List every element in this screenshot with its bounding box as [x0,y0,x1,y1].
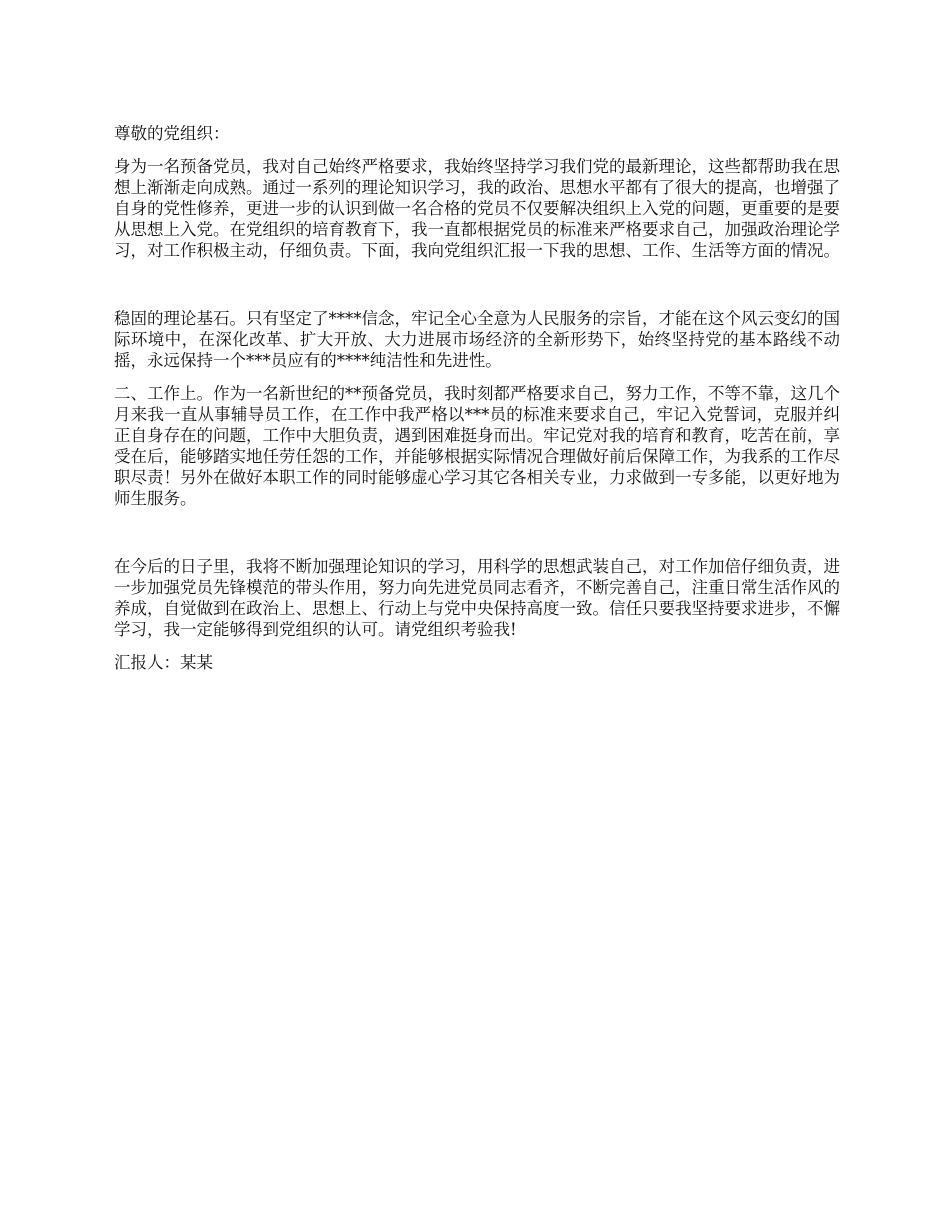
paragraph-intro: 身为一名预备党员，我对自己始终严格要求，我始终坚持学习我们党的最新理论，这些都帮助我在思想上渐渐走向成熟。通过一系列的理论知识学习，我的政治、思想水平都有了很大的提高，也增强了自身的党性修养，更进一步的认识到做一名合格的党员不仅要解决组织上入党的问题，更重要的是要从思想上入党。在党组织的培育教育下，我一直都根据党员的标准来严格要求自己，加强政治理论学习，对工作积极主动，仔细负责。下面，我向党组织汇报一下我的思想、工作、生活等方面的情况。 [114,157,840,260]
section-gap [114,521,840,556]
section-gap [114,273,840,308]
paragraph-theory: 稳固的理论基石。只有坚定了****信念，牢记全心全意为人民服务的宗旨，才能在这个风云变幻的国际环境中，在深化改革、扩大开放、大力进展市场经济的全新形势下，始终坚持党的基本路线不动摇，永远保持一个***员应有的****纯洁性和先进性。 [114,309,840,370]
paragraph-work: 二、工作上。作为一名新世纪的**预备党员，我时刻都严格要求自己，努力工作，不等不靠，这几个月来我一直从事辅导员工作，在工作中我严格以***员的标准来要求自己，牢记入党誓词，克服并纠正自身存在的问题，工作中大胆负责，遇到困难挺身而出。牢记党对我的培育和教育，吃苦在前，享受在后，能够踏实地任劳任怨的工作，并能够根据实际情况合理做好前后保障工作，为我系的工作尽职尽责！另外在做好本职工作的同时能够虚心学习其它各相关专业，力求做到一专多能，以更好地为师生服务。 [114,384,840,508]
document-body [114,123,840,685]
salutation: 尊敬的党组织： [114,124,230,143]
paragraph-future: 在今后的日子里，我将不断加强理论知识的学习，用科学的思想武装自己，对工作加倍仔细负责，进一步加强党员先锋模范的带头作用，努力向先进党员同志看齐，不断完善自己，注重日常生活作风的养成，自觉做到在政治上、思想上、行动上与党中央保持高度一致。信任只要我坚持要求进步，不懈学习，我一定能够得到党组织的认可。请党组织考验我! [114,557,840,639]
signature: 汇报人：某某 [114,653,213,672]
